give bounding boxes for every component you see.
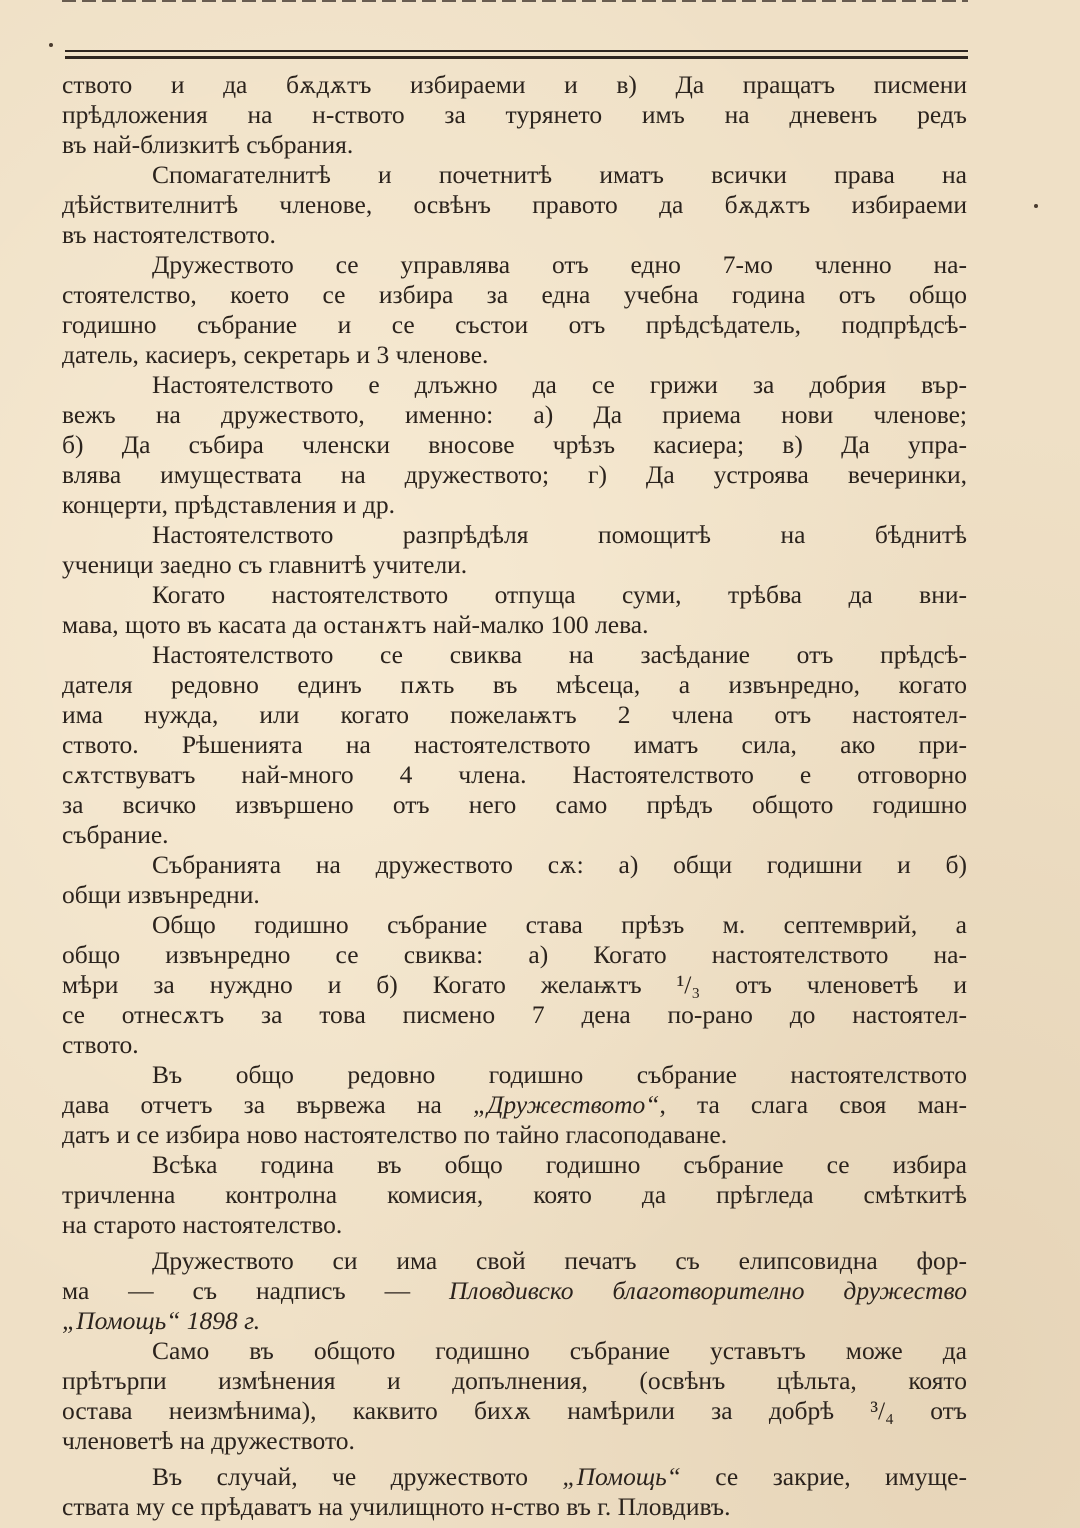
text-line: ството. [62,1030,139,1059]
text-line: Дружеството се управлява отъ едно 7-мо членно на- [152,250,967,279]
page-body-text [62,70,967,1522]
text-line: членоветѣ на дружеството. [62,1426,355,1455]
text-line: тричленна контролна комисия, която да прѣгледа смѣткитѣ [62,1180,967,1209]
text-run: дава отчетъ за вървежа на [62,1090,474,1119]
paragraph [62,250,967,370]
text-run: Въ случай, че дружеството [152,1462,563,1491]
italic-text: „Дружеството“ [473,1090,660,1119]
text-line: влява имуществата на дружеството; г) Да устроява вечеринки, [62,460,967,489]
text-line: мѣри за нуждно и б) Когато желаѭтъ ¹/₃ отъ членоветѣ и [62,970,967,999]
text-line: датъ и се избира ново настоятелство по тайно гласоподаване. [62,1120,728,1149]
text-line: Всѣка година въ общо годишно събрание се избира [152,1150,967,1179]
text-line: Въ общо редовно годишно събрание настоятелството [152,1060,967,1089]
text-line [62,1090,967,1120]
text-line: ството и да бѫдѫтъ избираеми и в) Да пращатъ писмени [62,70,967,99]
text-line: прѣтърпи измѣнения и допълнения, (освѣнъ цѣльта, която [62,1366,967,1395]
text-line: стоятелство, което се избира за една учебна година отъ общо [62,280,967,309]
text-line: има нужда, или когато пожелаѭтъ 2 члена отъ настоятел- [62,700,967,729]
text-line: годишно събрание и се състои отъ прѣдсѣдатель, подпрѣдсѣ- [62,310,967,339]
paragraph [62,580,967,640]
text-section [62,1246,967,1456]
paragraph [62,1060,967,1150]
text-line: ученици заедно съ главнитѣ учители. [62,550,468,579]
text-line: мава, щото въ касата да останѫтъ най-малко 100 лева. [62,610,649,639]
text-line: прѣдложения на н-ството за турянето имъ на дневенъ редъ [62,100,967,129]
text-line: на старото настоятелство. [62,1210,343,1239]
paragraph [62,520,967,580]
paragraph [62,1336,967,1456]
paragraph [62,1150,967,1240]
text-line: за всичко извършено отъ него само прѣдъ общото годишно [62,790,967,819]
text-line: Настоятелството се свиква на засѣдание отъ прѣдсѣ- [152,640,967,669]
text-line: датель, касиеръ, секретарь и 3 членове. [62,340,489,369]
header-rule-thin [65,50,968,52]
text-line: дателя редовно единъ пѫть въ мѣсеца, а извънредно, когато [62,670,967,699]
text-line: общо извънредно се свиква: а) Когато настоятелството на- [62,940,967,969]
text-section [62,1462,967,1522]
text-line [62,1462,967,1492]
text-line: въ най-близкитѣ събрания. [62,130,354,159]
text-line: вежъ на дружеството, именно: а) Да приема нови членове; [62,400,967,429]
paragraph [62,1462,967,1522]
header-rule-thick [65,56,968,59]
text-line: Настоятелството разпрѣдѣля помощитѣ на бѣднитѣ [152,520,967,549]
text-line: ството. Рѣшенията на настоятелството иматъ сила, ако при- [62,730,967,759]
text-section [62,70,967,1240]
margin-mark [1034,204,1038,208]
text-line: ствата му се прѣдаватъ на училищното н-ство въ г. Пловдивъ. [62,1492,731,1521]
text-line: б) Да събира членски вносове чрѣзъ касиера; в) Да упра- [62,430,967,459]
text-line: Дружеството си има свой печатъ съ елипсовидна фор- [152,1246,967,1275]
italic-text: „Помощь“ 1898 г. [62,1306,261,1335]
text-run: се закрие, имуще- [680,1462,967,1491]
text-line: сѫтствуватъ най-много 4 члена. Настоятелството е отговорно [62,760,967,789]
text-line: дѣйствителнитѣ членове, освѣнъ правото да бѫдѫтъ избираеми [62,190,967,219]
paper-speck [49,43,53,47]
paragraph [62,910,967,1060]
text-line: остава неизмѣнима), каквито бихѫ намѣрили за добрѣ ³/₄ отъ [62,1396,967,1425]
text-line: общи извънредни. [62,880,260,909]
text-line: въ настоятелството. [62,220,276,249]
paragraph [62,70,967,160]
italic-text: „Помощь“ [562,1462,681,1491]
text-line: Настоятелството е длъжно да се грижи за добрия вър- [152,370,967,399]
text-run: , та слага своя ман- [659,1090,967,1119]
text-line: концерти, прѣдставления и др. [62,490,395,519]
paragraph [62,850,967,910]
text-line: събрание. [62,820,169,849]
text-line: Само въ общото годишно събрание уставътъ може да [152,1336,967,1365]
text-line: се отнесѫтъ за това писмено 7 дена по-рано до настоятел- [62,1000,967,1029]
text-line: Събранията на дружеството сѫ: а) общи годишни и б) [152,850,967,879]
running-header-cut-off [62,0,968,8]
paragraph [62,1246,967,1336]
text-line [62,1276,967,1306]
text-line: Когато настоятелството отпуща суми, трѣбва да вни- [152,580,967,609]
text-line [62,1306,967,1336]
paragraph [62,160,967,250]
text-line: Спомагателнитѣ и почетнитѣ иматъ всички права на [152,160,967,189]
paragraph [62,370,967,520]
paragraph [62,640,967,850]
italic-text: Пловдивско благотворително дружество [448,1276,967,1305]
text-run: ма — съ надписъ — [62,1276,449,1305]
text-line: Общо годишно събрание става прѣзъ м. септемврий, а [152,910,967,939]
